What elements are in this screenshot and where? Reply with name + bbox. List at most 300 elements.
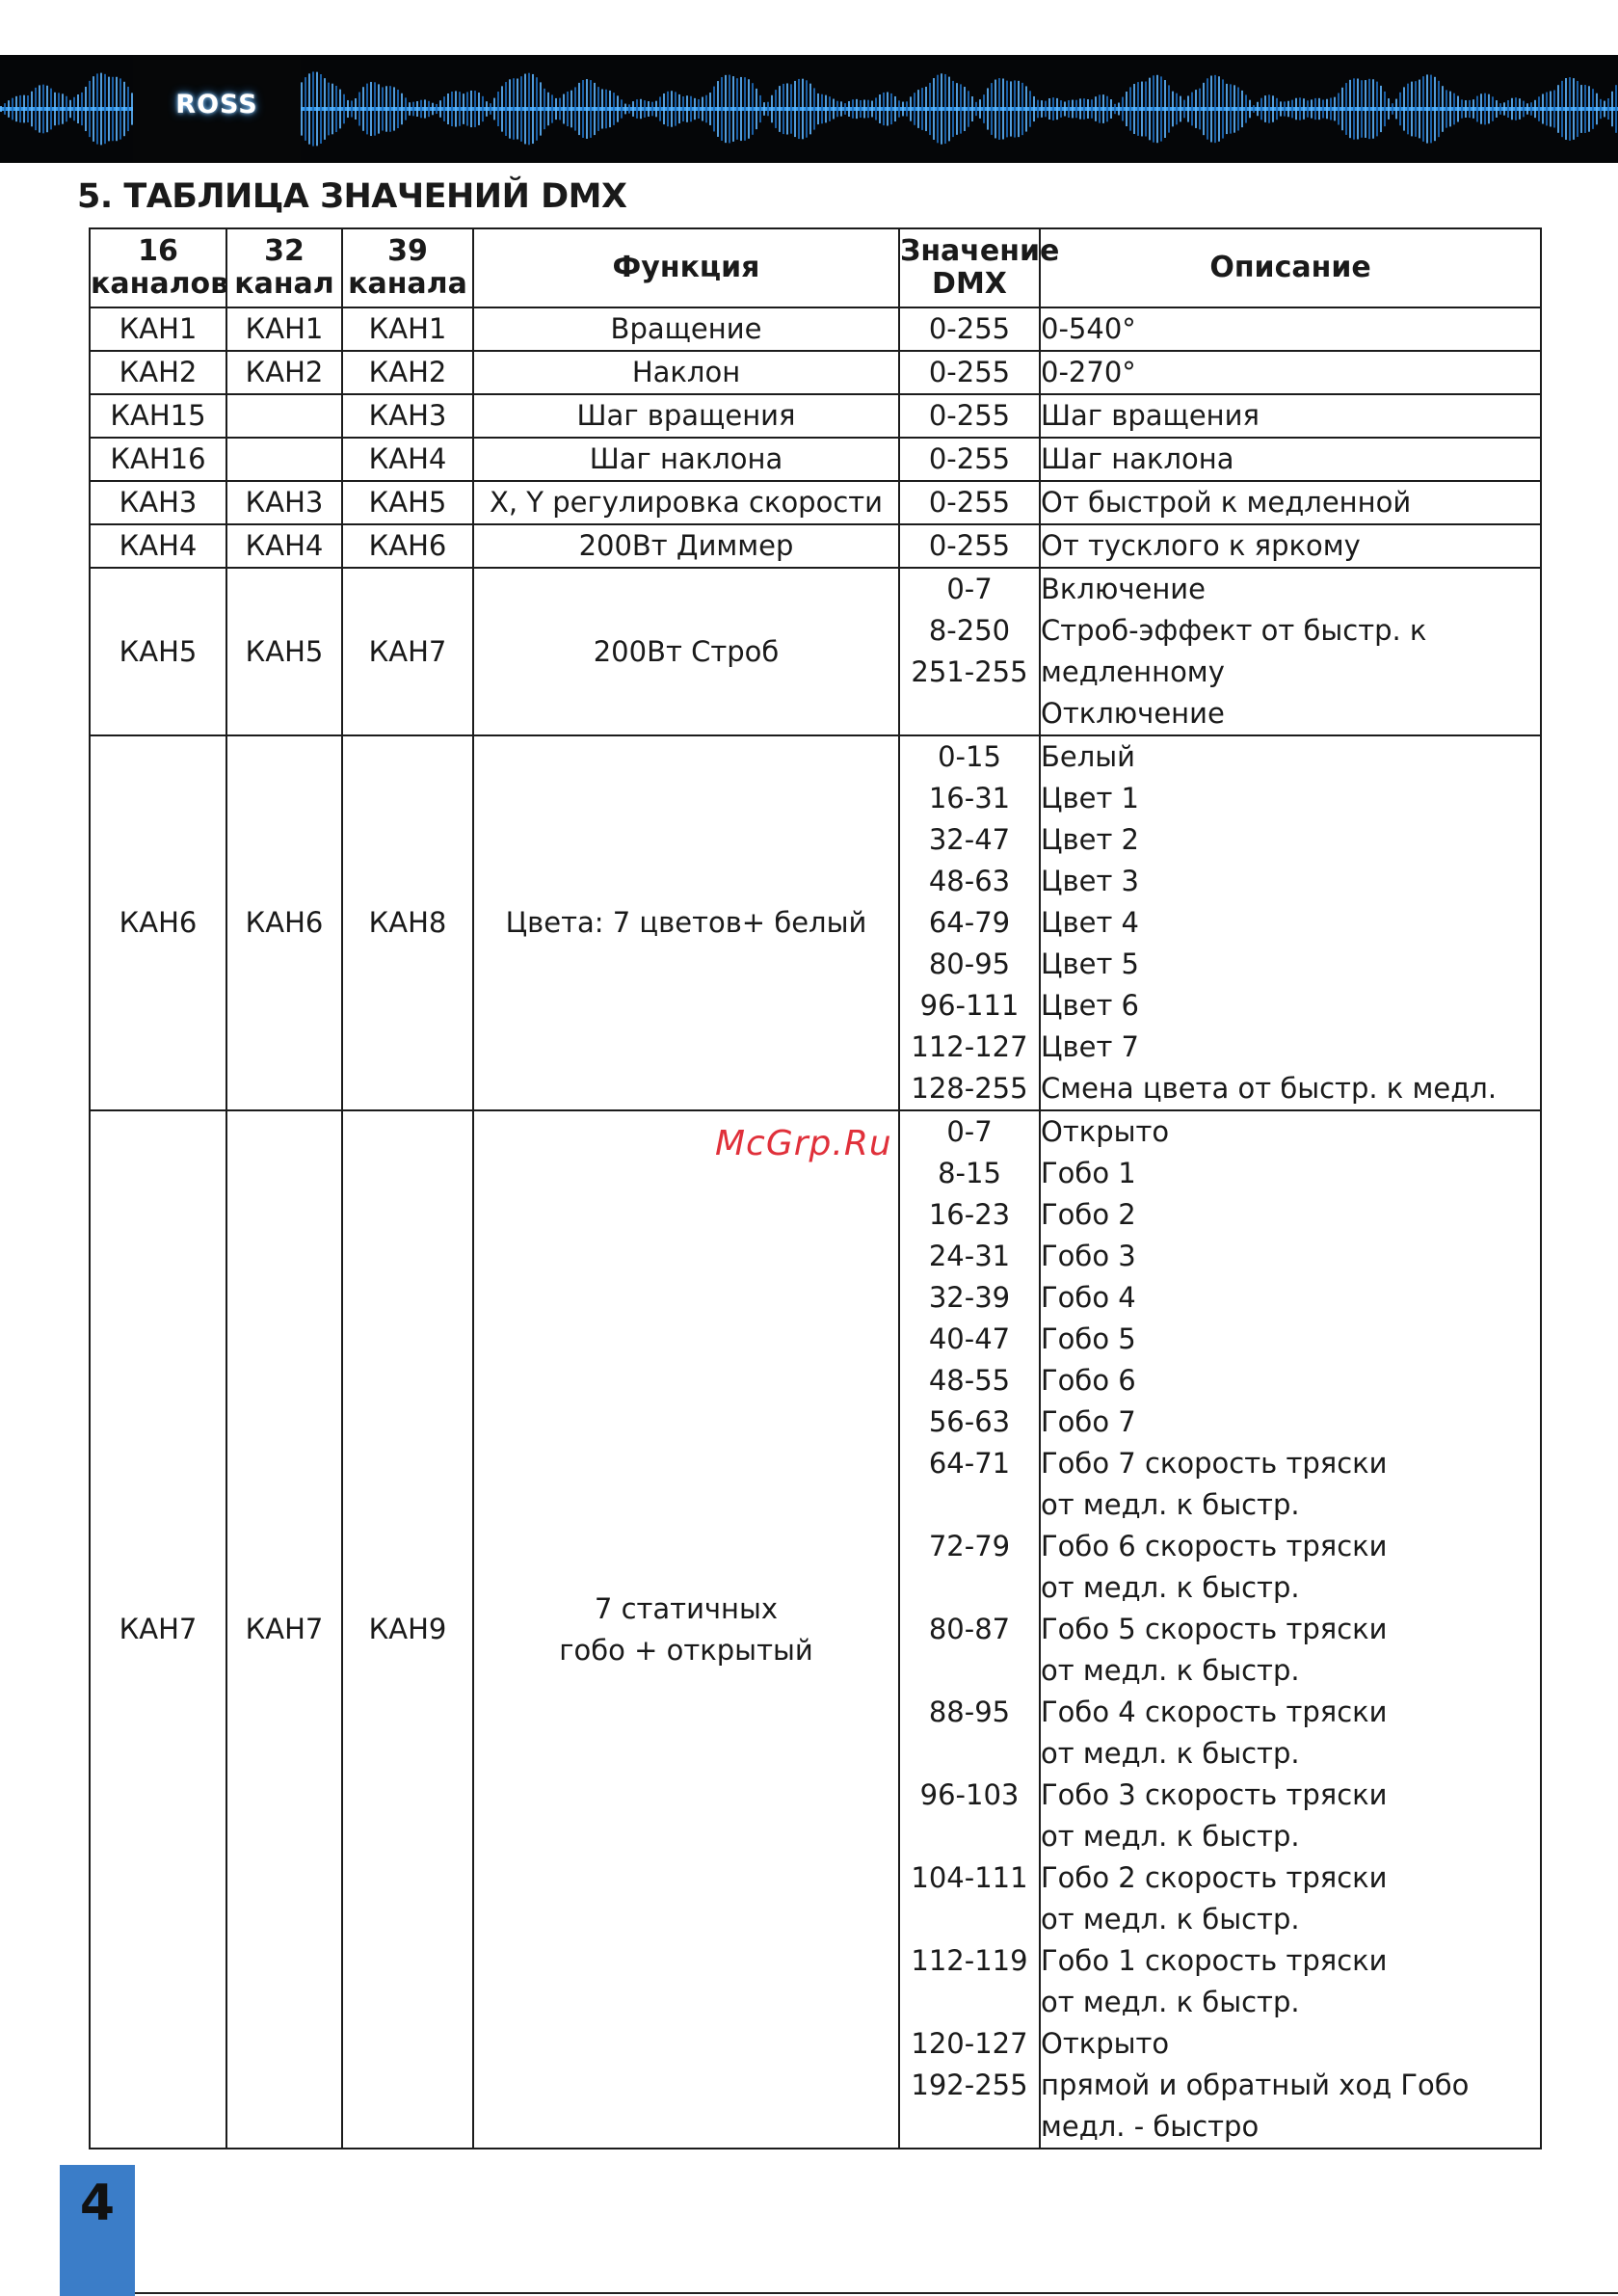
wave-bar	[362, 87, 364, 131]
dmx-value-line: 88-95	[928, 1695, 1011, 1728]
wave-bar	[1592, 89, 1594, 129]
wave-bar	[1453, 93, 1455, 125]
wave-bar	[81, 93, 83, 125]
wave-bar	[1052, 97, 1054, 120]
wave-bar	[1099, 94, 1101, 122]
cell-dmx-value	[899, 351, 1040, 394]
wave-bar	[1415, 81, 1417, 137]
section-title: 5. ТАБЛИЦА ЗНАЧЕНИЙ DMX	[77, 177, 627, 216]
wave-bar	[27, 95, 29, 122]
wave-bar	[1607, 98, 1609, 120]
wave-bar	[582, 80, 584, 138]
wave-bar	[1025, 86, 1027, 131]
wave-bar	[412, 102, 414, 117]
cell-dmx-value	[899, 1110, 1040, 2149]
wave-bar	[782, 84, 784, 134]
wave-bar	[1434, 77, 1436, 141]
wave-bar	[551, 94, 553, 122]
wave-bar	[119, 78, 121, 139]
wave-bar	[1388, 98, 1390, 120]
wave-bar	[389, 86, 391, 132]
dmx-value-line: 32-39	[928, 1281, 1011, 1314]
wave-bar	[597, 87, 599, 131]
wave-bar	[1341, 88, 1343, 130]
wave-bar	[570, 91, 572, 128]
cell-ch32: КАН2	[226, 351, 342, 394]
wave-bar	[1187, 95, 1189, 121]
wave-bar	[829, 96, 831, 121]
cell-description	[1040, 307, 1541, 351]
wave-bar	[1180, 96, 1181, 122]
wave-bar	[517, 79, 518, 140]
wave-bar	[397, 90, 399, 128]
wave-bar	[1499, 103, 1501, 115]
wave-bar	[979, 99, 981, 119]
wave-bar	[1006, 81, 1008, 138]
description-line: от медл. к быстр.	[1041, 1986, 1300, 2018]
wave-bar	[675, 92, 676, 125]
description-line: Гобо 7	[1041, 1405, 1136, 1438]
wave-bar	[659, 96, 661, 120]
wave-bar	[617, 95, 619, 121]
wave-bar	[821, 94, 823, 124]
wave-bar	[644, 100, 646, 118]
wave-bar	[952, 81, 954, 137]
description-line: Гобо 3	[1041, 1240, 1136, 1272]
function-line: гобо + открытый	[559, 1633, 813, 1667]
function-line: 200Вт Диммер	[578, 529, 794, 562]
wave-bar	[528, 73, 530, 146]
dmx-value-line	[900, 2106, 1039, 2148]
cell-function	[473, 1110, 899, 2149]
wave-bar	[104, 74, 106, 144]
wave-bar	[771, 95, 773, 122]
wave-bar	[335, 86, 337, 132]
wave-bar	[1365, 80, 1366, 138]
wave-bar	[524, 74, 526, 145]
wave-bar	[933, 78, 935, 140]
wave-bar	[833, 99, 835, 120]
wave-bar	[432, 103, 434, 116]
wave-bar	[1056, 98, 1058, 120]
wave-bar	[1002, 79, 1004, 140]
wave-bar	[416, 101, 418, 117]
wave-bar	[763, 102, 765, 116]
cell-description	[1040, 568, 1541, 735]
dmx-value-line	[900, 1899, 1039, 1940]
wave-bar	[663, 93, 665, 124]
wave-bar	[1430, 75, 1432, 144]
wave-bar	[1018, 81, 1020, 137]
wave-bar	[813, 88, 815, 129]
wave-bar	[1345, 83, 1347, 135]
cell-ch39: КАН9	[342, 1110, 473, 2149]
description-line: Гобо 3 скорость тряски	[1041, 1778, 1388, 1811]
wave-bar	[1079, 98, 1081, 119]
wave-bar	[370, 82, 372, 136]
wave-bar	[1534, 100, 1536, 118]
wave-bar	[328, 83, 330, 136]
description-line: от медл. к быстр.	[1041, 1654, 1300, 1687]
wave-bar	[1048, 98, 1050, 120]
wave-bar	[975, 102, 977, 116]
wave-bar	[19, 95, 21, 122]
wave-bar	[887, 93, 889, 126]
wave-bar	[39, 85, 40, 132]
wave-bar	[509, 79, 511, 138]
wave-bar	[100, 73, 102, 146]
wave-bar	[906, 101, 908, 116]
wave-bar	[1438, 81, 1440, 137]
wave-bar	[1037, 100, 1039, 119]
cell-ch32	[226, 394, 342, 438]
cell-ch32: КАН4	[226, 524, 342, 568]
wave-bar	[1604, 101, 1605, 118]
wave-bar	[77, 94, 79, 123]
wave-bar	[466, 92, 468, 125]
table-row	[90, 394, 1541, 438]
wave-bar	[66, 96, 67, 121]
dmx-value-line: 0-255	[928, 486, 1011, 519]
wave-bar	[1284, 101, 1286, 116]
dmx-value-line: 128-255	[911, 1072, 1028, 1105]
cell-description	[1040, 481, 1541, 524]
wave-bar	[705, 95, 707, 123]
wave-bar	[305, 77, 306, 141]
wave-bar	[62, 93, 64, 123]
wave-bar	[678, 94, 680, 123]
dmx-value-line: 32-47	[928, 823, 1011, 856]
wave-bar	[1530, 102, 1532, 115]
dmx-value-line	[900, 1982, 1039, 2023]
wave-bar	[1095, 96, 1097, 121]
wave-bar	[1384, 92, 1386, 126]
cell-ch32: КАН1	[226, 307, 342, 351]
wave-bar	[1588, 86, 1590, 131]
dmx-table	[89, 227, 1542, 2149]
dmx-value-line: 96-111	[919, 989, 1020, 1022]
table-row	[90, 524, 1541, 568]
cell-description	[1040, 735, 1541, 1110]
wave-bar	[941, 73, 942, 144]
wave-bar	[1492, 96, 1494, 120]
wave-bar	[320, 74, 322, 144]
description-line: 0-270°	[1041, 356, 1136, 388]
wave-bar	[790, 84, 792, 133]
wave-bar	[366, 84, 368, 135]
wave-bar	[921, 88, 923, 130]
function-line: 7 статичных	[594, 1591, 779, 1625]
wave-bar	[393, 87, 395, 130]
wave-bar	[1168, 85, 1170, 132]
wave-bar	[1314, 98, 1316, 120]
wave-bar	[1357, 79, 1359, 140]
description-line: Гобо 4 скорость тряски	[1041, 1695, 1388, 1728]
wave-bar	[1550, 92, 1552, 127]
description-line: Цвет 7	[1041, 1030, 1140, 1063]
wave-bar	[1014, 80, 1016, 137]
wave-bar	[559, 98, 561, 120]
wave-bar	[1276, 98, 1278, 120]
wave-bar	[436, 104, 438, 114]
wave-bar	[1580, 85, 1582, 133]
description-line: Строб-эффект от быстр. к	[1041, 614, 1427, 647]
cell-ch16: КАН1	[90, 307, 226, 351]
wave-bar	[513, 78, 515, 140]
wave-bar	[1091, 99, 1093, 119]
cell-ch32	[226, 438, 342, 481]
wave-bar	[42, 85, 44, 134]
dmx-value-line: 96-103	[919, 1778, 1020, 1811]
cell-ch39: КАН1	[342, 307, 473, 351]
wave-bar	[578, 83, 580, 135]
wave-bar	[1372, 79, 1374, 138]
wave-bar	[73, 97, 75, 120]
wave-bar	[914, 93, 915, 125]
wave-bar	[1226, 84, 1228, 134]
wave-bar	[624, 104, 626, 115]
description-line: От быстрой к медленной	[1041, 486, 1412, 519]
table-row	[90, 1110, 1541, 2149]
wave-bar	[1542, 93, 1544, 123]
wave-bar	[58, 93, 60, 124]
description-line: от медл. к быстр.	[1041, 1903, 1300, 1936]
wave-bar	[702, 97, 703, 121]
dmx-value-line: 8-250	[928, 614, 1011, 647]
wave-bar	[96, 73, 98, 144]
wave-bar	[1511, 98, 1513, 120]
wave-bar	[1195, 90, 1197, 128]
wave-bar	[1153, 75, 1154, 142]
wave-bar	[108, 77, 110, 142]
wave-bar	[648, 101, 650, 117]
wave-bar	[347, 100, 349, 118]
description-line: медленному	[1041, 655, 1225, 688]
wave-bar	[1496, 100, 1498, 118]
description-line: от медл. к быстр.	[1041, 1737, 1300, 1770]
wave-bar	[960, 84, 962, 133]
wave-bar	[987, 88, 989, 129]
wave-bar	[23, 95, 25, 123]
dmx-value-line	[900, 693, 1039, 734]
wave-bar	[1584, 85, 1586, 133]
wave-bar	[1507, 100, 1509, 118]
wave-bar	[536, 77, 538, 141]
wave-bar	[1326, 99, 1328, 120]
wave-bar	[686, 95, 688, 122]
dmx-value-line: 112-127	[911, 1030, 1028, 1063]
description-line: от медл. к быстр.	[1041, 1488, 1300, 1521]
cell-ch16: КАН2	[90, 351, 226, 394]
wave-bar	[1210, 76, 1212, 143]
wave-bar	[540, 82, 542, 135]
description-line: Гобо 4	[1041, 1281, 1136, 1314]
wave-bar	[910, 96, 912, 120]
dmx-value-line: 104-111	[911, 1861, 1028, 1894]
wave-bar	[1145, 81, 1147, 136]
wave-bar	[474, 91, 476, 127]
wave-bar	[1407, 84, 1409, 135]
wave-bar	[983, 94, 985, 123]
cell-dmx-value	[899, 481, 1040, 524]
wave-bar	[463, 93, 464, 124]
cell-function	[473, 351, 899, 394]
wave-bar	[798, 79, 800, 139]
description-line: Гобо 1 скорость тряски	[1041, 1944, 1388, 1977]
cell-function	[473, 438, 899, 481]
wave-bar	[709, 93, 711, 125]
wave-bar	[1164, 80, 1166, 138]
wave-bar	[752, 83, 754, 135]
wave-bar	[860, 100, 862, 118]
wave-bar	[991, 83, 993, 135]
dmx-value-line: 192-255	[911, 2069, 1028, 2101]
wave-bar	[840, 101, 842, 116]
cell-description	[1040, 394, 1541, 438]
description-line: Цвет 5	[1041, 948, 1140, 980]
wave-bar	[1526, 103, 1528, 114]
dmx-value-line: 0-7	[946, 1115, 993, 1148]
wave-bar	[0, 106, 2, 112]
wave-bar	[1260, 98, 1262, 120]
cell-description	[1040, 351, 1541, 394]
cell-dmx-value	[899, 307, 1040, 351]
wave-bar	[1268, 94, 1270, 122]
wave-bar	[1546, 93, 1548, 126]
wave-bar	[1222, 79, 1224, 138]
wave-bar	[636, 99, 638, 119]
wave-bar	[1237, 87, 1239, 130]
dmx-value-line: 16-23	[928, 1198, 1011, 1231]
description-line: Открыто	[1041, 1115, 1170, 1148]
header-description: Описание	[1040, 228, 1541, 307]
cell-ch16: КАН6	[90, 735, 226, 1110]
wave-bar	[748, 79, 750, 139]
wave-bar	[1230, 84, 1232, 133]
wave-bar	[324, 78, 326, 140]
wave-bar	[1561, 81, 1563, 137]
cell-function	[473, 307, 899, 351]
description-line: Гобо 2	[1041, 1198, 1136, 1231]
wave-bar	[732, 76, 734, 142]
dmx-value-line	[900, 1650, 1039, 1692]
wave-bar	[1476, 96, 1478, 122]
wave-bar	[956, 83, 958, 135]
wave-bar	[1322, 99, 1324, 118]
cell-ch16: КАН3	[90, 481, 226, 524]
cell-dmx-value	[899, 568, 1040, 735]
wave-bar	[640, 99, 642, 119]
wave-bar	[439, 100, 441, 118]
wave-bar	[574, 87, 576, 130]
wave-bar	[112, 77, 114, 141]
wave-bar	[482, 96, 484, 121]
wave-bar	[1118, 103, 1120, 116]
table-row	[90, 351, 1541, 394]
wave-bar	[1368, 79, 1370, 139]
wave-bar	[848, 101, 850, 117]
wave-bar	[1349, 80, 1351, 138]
dmx-value-line	[900, 1733, 1039, 1775]
wave-bar	[1469, 100, 1471, 118]
wave-bar	[817, 93, 819, 124]
cell-dmx-value	[899, 438, 1040, 481]
wave-bar	[694, 98, 696, 120]
function-line: 200Вт Строб	[593, 634, 780, 668]
dmx-value-line: 56-63	[928, 1405, 1011, 1438]
wave-bar	[544, 89, 545, 129]
description-line: от медл. к быстр.	[1041, 1571, 1300, 1604]
wave-bar	[1484, 93, 1486, 125]
wave-bar	[971, 96, 973, 121]
description-line: Открыто	[1041, 2027, 1170, 2060]
description-line: прямой и обратный ход Гобо	[1041, 2069, 1470, 2101]
dmx-value-line: 80-95	[928, 948, 1011, 980]
dmx-value-line: 0-255	[928, 442, 1011, 475]
dmx-value-line: 16-31	[928, 782, 1011, 814]
header-dmx-value: Значение DMX	[899, 228, 1040, 307]
wave-bar	[1137, 82, 1139, 136]
wave-bar	[894, 96, 896, 121]
dmx-value-line	[900, 1484, 1039, 1526]
wave-bar	[1102, 94, 1104, 123]
dmx-value-line: 0-255	[928, 399, 1011, 432]
wave-bar	[1172, 92, 1174, 127]
wave-bar	[89, 81, 91, 137]
wave-bar	[46, 86, 48, 132]
wave-bar	[343, 94, 345, 124]
wave-bar	[497, 92, 499, 126]
wave-bar	[1338, 93, 1339, 125]
dmx-value-line: 40-47	[928, 1322, 1011, 1355]
wave-bar	[844, 103, 846, 115]
wave-bar	[4, 103, 6, 115]
wave-bar	[806, 80, 808, 137]
wave-bar	[651, 102, 653, 117]
wave-bar	[447, 93, 449, 124]
cell-ch32: КАН3	[226, 481, 342, 524]
wave-bar	[1207, 78, 1208, 139]
wave-bar	[493, 98, 495, 120]
wave-bar	[93, 76, 94, 142]
wave-bar	[836, 101, 838, 118]
wave-bar	[339, 90, 341, 129]
wave-bar	[1199, 89, 1201, 130]
wave-bar	[470, 91, 472, 127]
wave-bar	[825, 95, 827, 123]
wave-bar	[123, 82, 125, 136]
wave-bar	[1419, 80, 1420, 139]
header-function: Функция	[473, 228, 899, 307]
description-line: от медл. к быстр.	[1041, 1820, 1300, 1853]
wave-bar	[1191, 93, 1193, 126]
dmx-value-line: 0-15	[938, 740, 1001, 773]
wave-bar	[1129, 87, 1131, 130]
wave-bar	[1488, 94, 1490, 124]
cell-ch39: КАН6	[342, 524, 473, 568]
header-ch32: 32 канал	[226, 228, 342, 307]
wave-bar	[312, 71, 314, 146]
cell-ch39: КАН2	[342, 351, 473, 394]
cell-ch16: КАН15	[90, 394, 226, 438]
wave-bar	[1600, 99, 1602, 119]
wave-bar	[451, 92, 453, 126]
page-number: 4	[79, 2175, 116, 2232]
wave-bar	[1176, 93, 1178, 125]
cell-dmx-value	[899, 735, 1040, 1110]
wave-bar	[358, 93, 360, 126]
wave-bar	[590, 80, 592, 138]
